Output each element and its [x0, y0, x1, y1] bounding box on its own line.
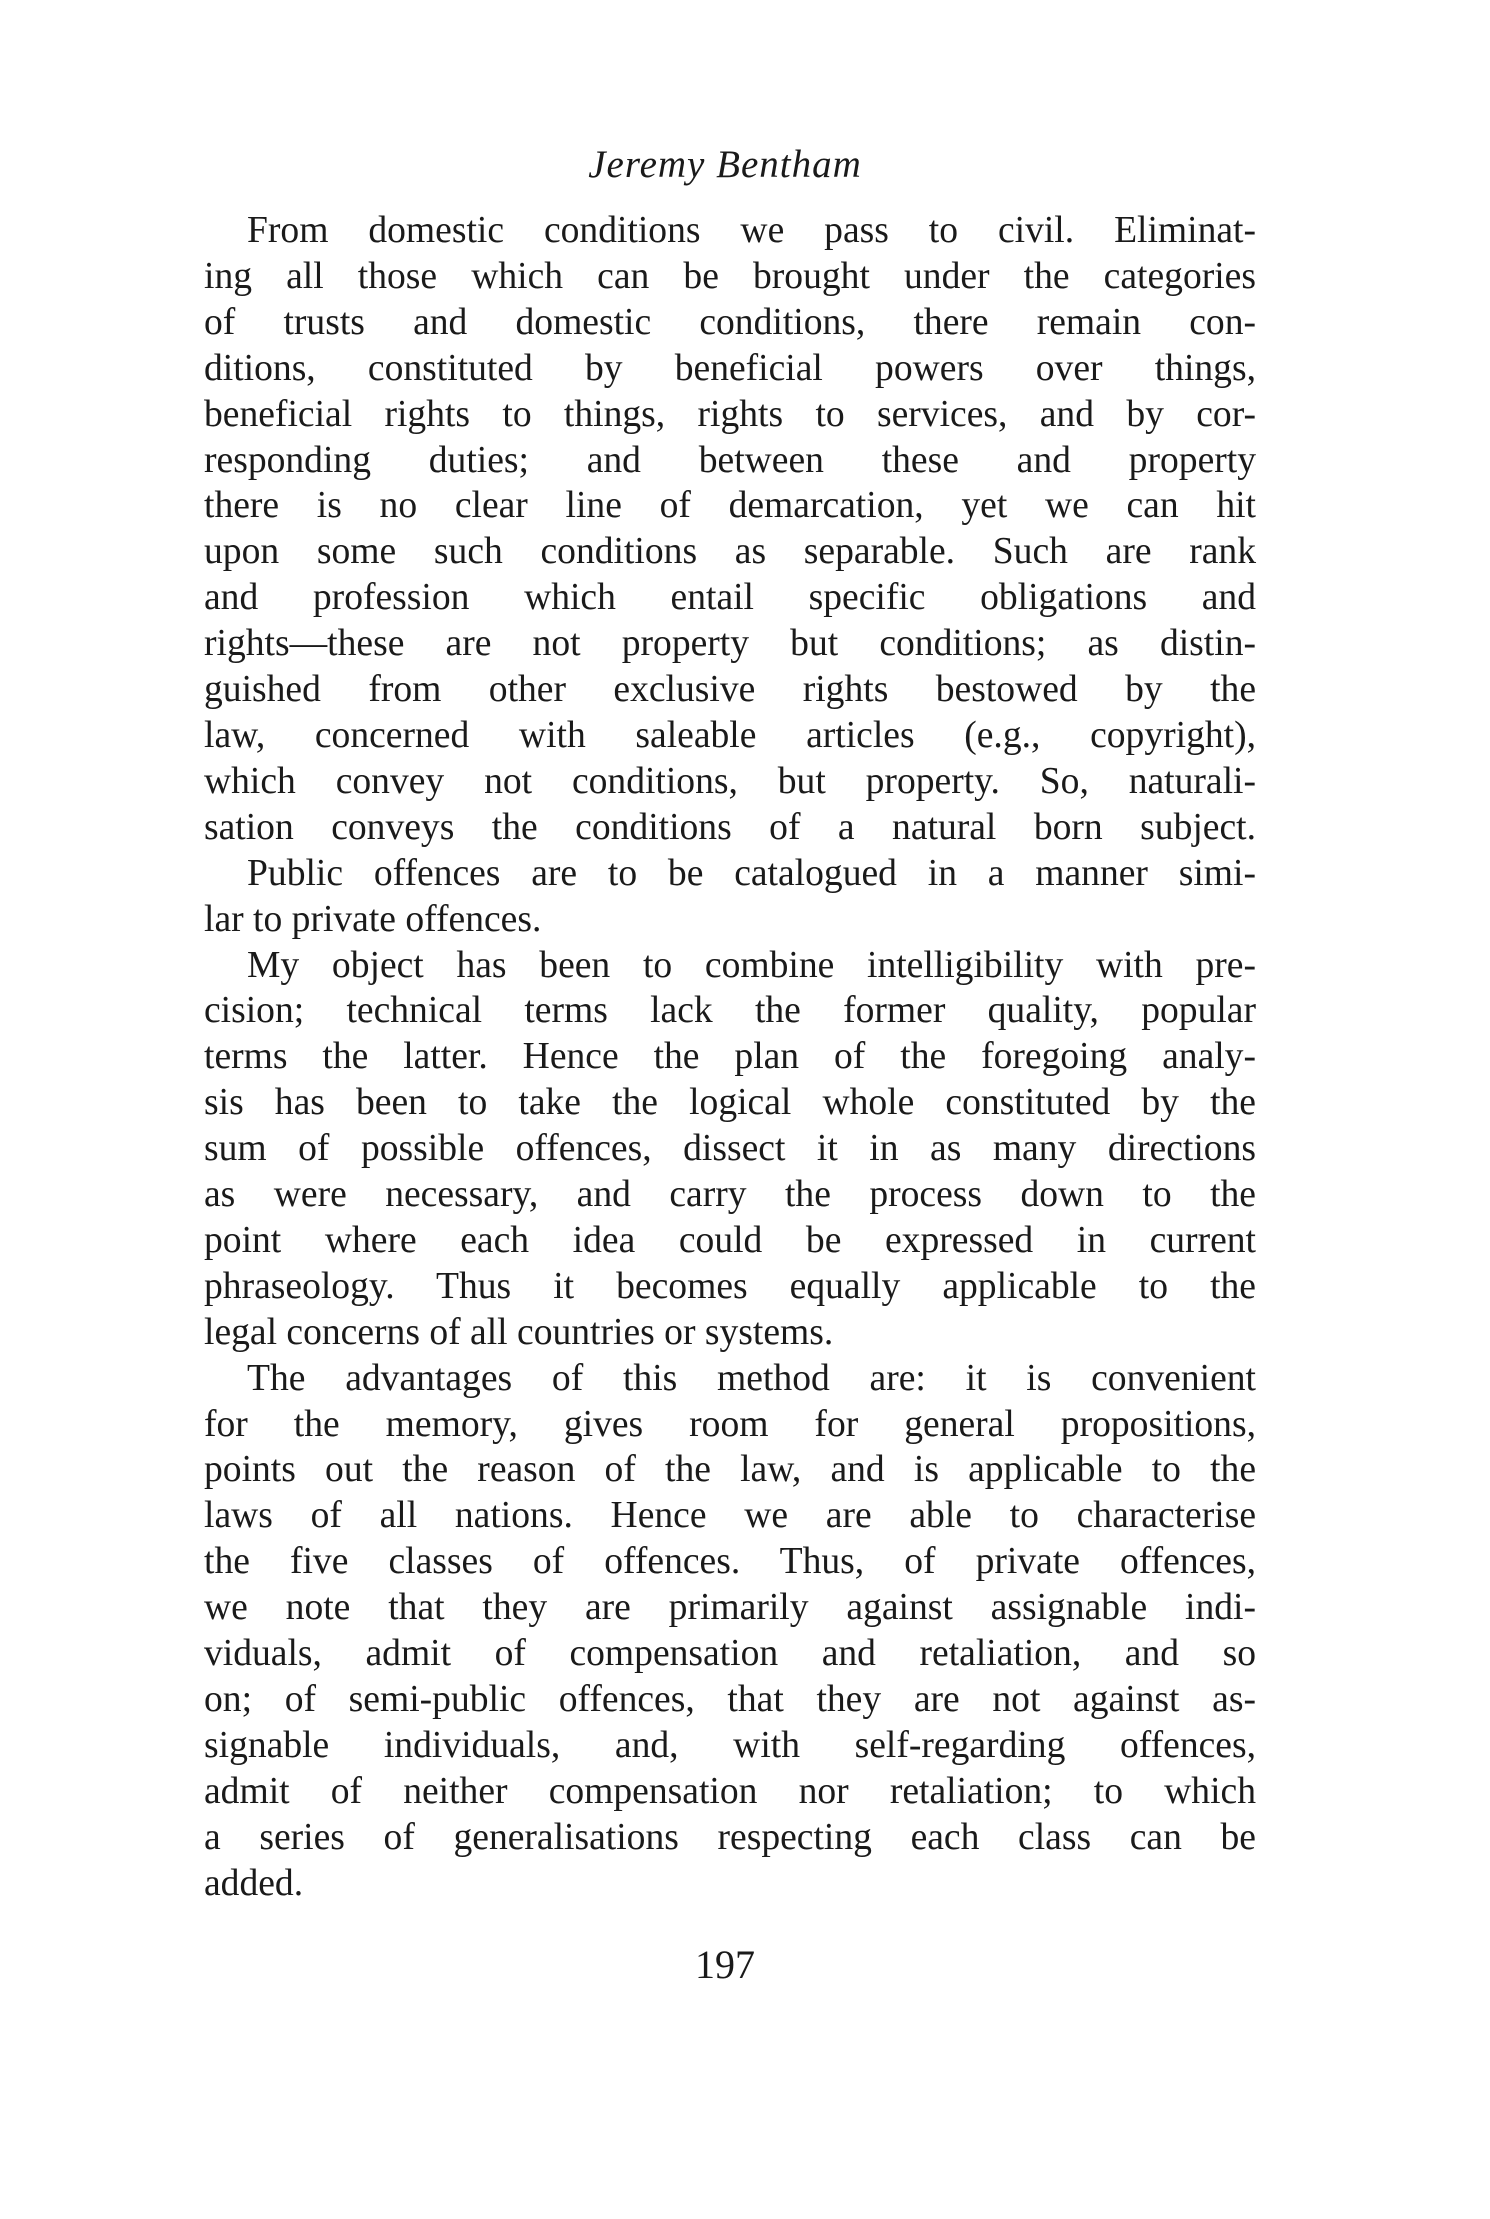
paragraph [204, 943, 1256, 1356]
text-line: added. [204, 1862, 304, 1904]
text-line: we note that they are primarily against assignable indi- [204, 1587, 1256, 1629]
text-line: points out the reason of the law, and is applicable to the [204, 1449, 1256, 1491]
paragraph [204, 1356, 1256, 1907]
text-line: laws of all nations. Hence we are able to characterise [204, 1495, 1256, 1537]
text-line: The advantages of this method are: it is convenient [247, 1357, 1256, 1399]
text-line: of trusts and domestic conditions, there remain con- [204, 301, 1256, 343]
text-line: a series of generalisations respecting each class can be [204, 1816, 1256, 1858]
text-line: point where each idea could be expressed in current [204, 1219, 1256, 1261]
text-line: upon some such conditions as separable. Such are rank [204, 531, 1256, 573]
text-line: ditions, constituted by beneficial powers over things, [204, 347, 1256, 389]
text-line: rights—these are not property but conditions; as distin- [204, 623, 1256, 665]
body-text [204, 208, 1256, 1907]
text-line: responding duties; and between these and property [204, 439, 1256, 481]
paragraph [204, 851, 1256, 943]
text-line: From domestic conditions we pass to civil. Eliminat- [247, 210, 1256, 251]
text-line: phraseology. Thus it becomes equally applicable to the [204, 1265, 1256, 1307]
text-line: ing all those which can be brought under the categories [204, 255, 1256, 297]
page-number: 197 [695, 1942, 755, 1987]
paragraph [204, 208, 1256, 851]
text-line: sis has been to take the logical whole constituted by the [204, 1082, 1256, 1124]
text-line: on; of semi-public offences, that they are not against as- [204, 1679, 1256, 1720]
text-line: and profession which entail specific obligations and [204, 577, 1256, 619]
text-line: sation conveys the conditions of a natural born subject. [204, 806, 1256, 848]
text-line: lar to private offences. [204, 898, 542, 940]
text-line: Public offences are to be catalogued in a manner simi- [247, 852, 1256, 894]
text-line: guished from other exclusive rights bestowed by the [204, 669, 1256, 711]
text-line: cision; technical terms lack the former quality, popular [204, 990, 1256, 1032]
text-line: which convey not conditions, but property. So, naturali- [204, 760, 1256, 802]
text-line: terms the latter. Hence the plan of the foregoing analy- [204, 1036, 1256, 1078]
text-line: there is no clear line of demarcation, yet we can hit [204, 485, 1256, 527]
text-line: as were necessary, and carry the process down to the [204, 1174, 1256, 1216]
running-head: Jeremy Bentham [588, 143, 862, 186]
text-line: for the memory, gives room for general propositions, [204, 1403, 1256, 1445]
text-line: signable individuals, and, with self-regarding offences, [204, 1724, 1256, 1766]
text-line: admit of neither compensation nor retaliation; to which [204, 1770, 1256, 1812]
text-line: the five classes of offences. Thus, of private offences, [204, 1541, 1256, 1583]
text-line: legal concerns of all countries or systems. [204, 1311, 834, 1353]
text-line: law, concerned with saleable articles (e.g., copyright), [204, 714, 1256, 756]
text-line: sum of possible offences, dissect it in as many directions [204, 1128, 1256, 1170]
text-line: beneficial rights to things, rights to services, and by cor- [204, 393, 1256, 435]
text-line: viduals, admit of compensation and retaliation, and so [204, 1633, 1256, 1675]
text-line: My object has been to combine intelligibility with pre- [247, 944, 1256, 986]
